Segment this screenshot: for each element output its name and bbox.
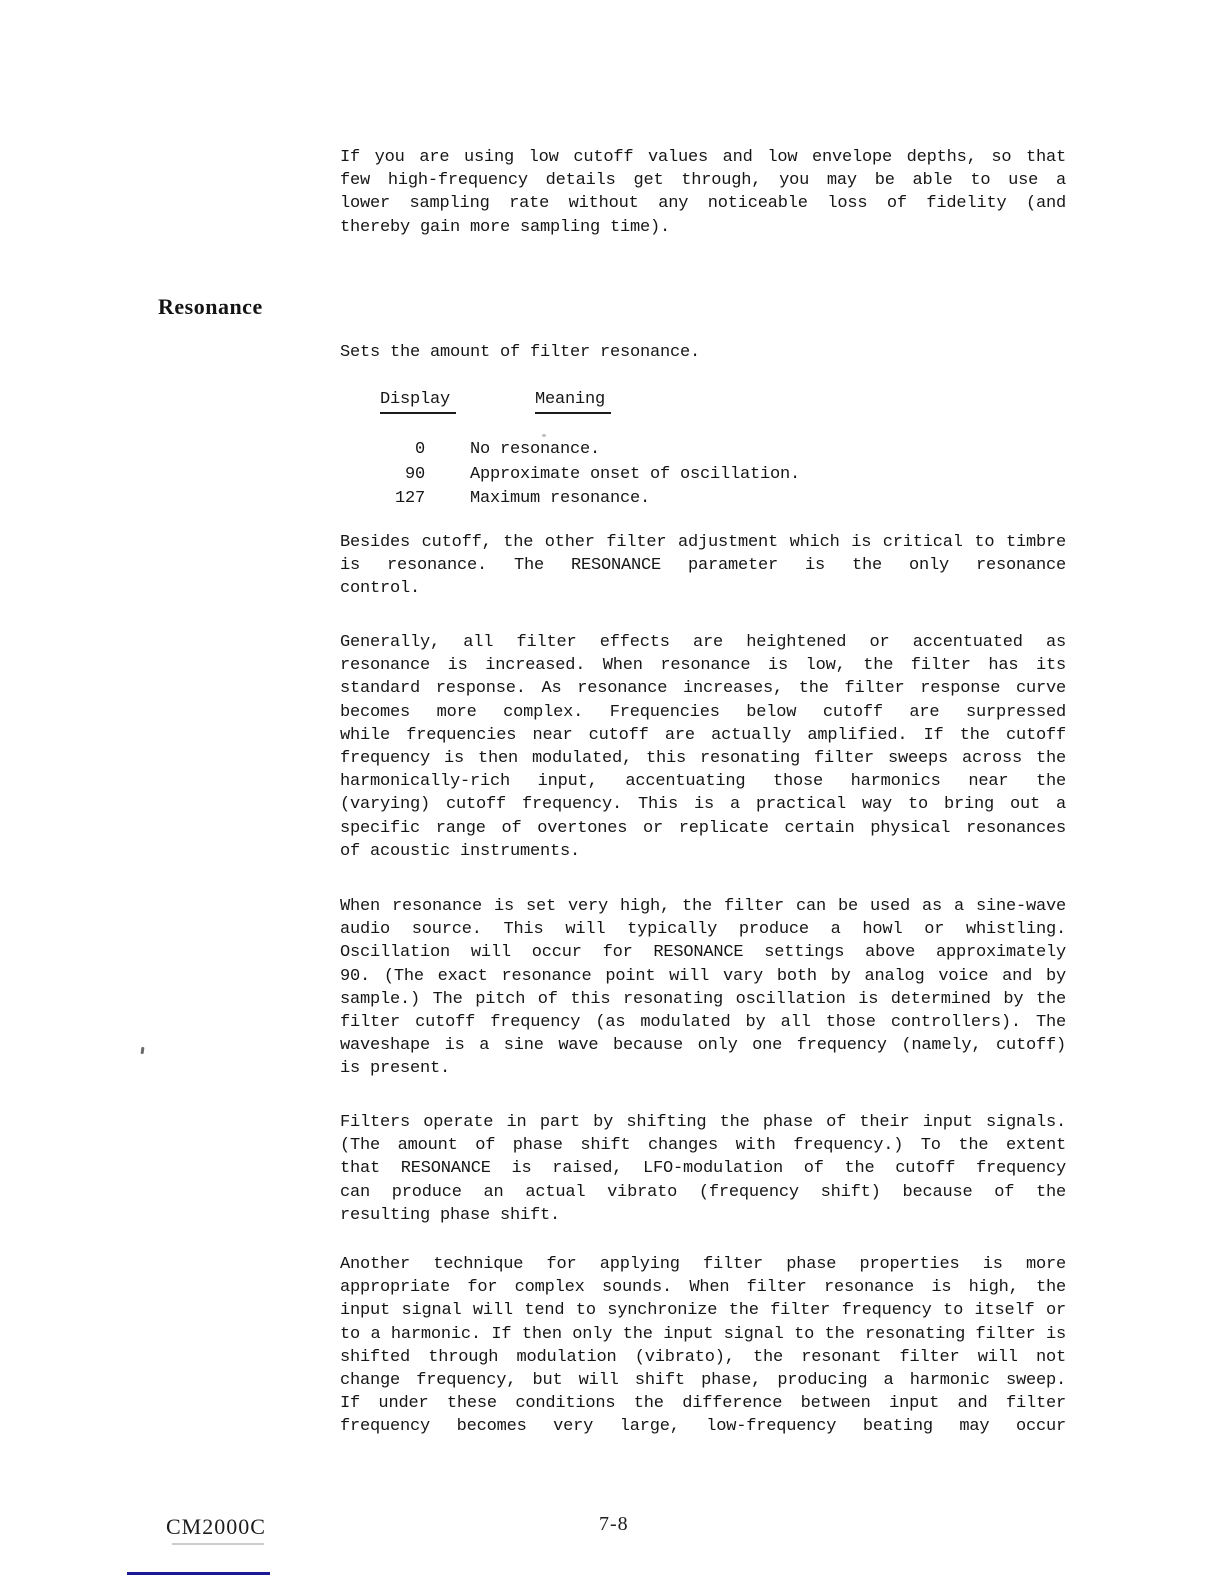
table-row [340, 463, 1066, 488]
text-line: waveshape is a sine wave because only one frequency (namely, cutoff) [340, 1036, 1066, 1056]
footer-model-number: CM2000C [166, 1514, 266, 1539]
text-line: Filters operate in part by shifting the phase of their input signals. [340, 1113, 1066, 1132]
text-line: becomes more complex. Frequencies below cutoff are surpressed [340, 702, 1066, 722]
text-line: Another technique for applying filter phase properties is more [340, 1255, 1066, 1274]
text-line: resulting phase shift. [340, 1205, 561, 1225]
text-line: that RESONANCE is raised, LFO-modulation of the cutoff frequency [340, 1159, 1066, 1179]
text-line: If you are using low cutoff values and low envelope depths, so that [340, 148, 1066, 167]
resonance-description: Sets the amount of filter resonance. [340, 343, 701, 362]
footer-page-number: 7-8 [599, 1513, 629, 1535]
table-row [340, 487, 1066, 512]
text-line: lower sampling rate without any noticeable loss of fidelity (and [340, 194, 1066, 214]
text-line: while frequencies near cutoff are actually amplified. If the cutoff [340, 725, 1066, 745]
text-line: appropriate for complex sounds. When filter resonance is high, the [340, 1278, 1066, 1298]
table-header-display [380, 390, 456, 409]
display-column-header: Display [380, 390, 456, 414]
text-line: of acoustic instruments. [340, 841, 581, 861]
text-line: filter cutoff frequency (as modulated by all those controllers). The [340, 1013, 1066, 1033]
text-line: resonance is increased. When resonance is low, the filter has its [340, 656, 1066, 676]
text-line: sample.) The pitch of this resonating oscillation is determined by the [340, 989, 1066, 1009]
text-line: (The amount of phase shift changes with frequency.) To the extent [340, 1136, 1066, 1156]
table-row [340, 438, 1066, 463]
text-line: is resonance. The RESONANCE parameter is the only resonance [340, 556, 1066, 576]
paragraph-generally [340, 631, 1066, 863]
table-header-meaning [535, 390, 611, 409]
meaning-value: Approximate onset of oscillation. [470, 464, 801, 484]
text-line: specific range of overtones or replicate certain physical resonances [340, 818, 1066, 838]
text-line: change frequency, but will shift phase, producing a harmonic sweep. [340, 1371, 1066, 1391]
text-line: shifted through modulation (vibrato), the resonant filter will not [340, 1347, 1066, 1367]
meaning-value: Maximum resonance. [470, 489, 651, 509]
meaning-column-header: Meaning [535, 390, 611, 414]
display-value: 127 [394, 489, 425, 509]
paragraph-intro-sampling [340, 146, 1066, 239]
text-line: control. [340, 579, 421, 599]
text-line: harmonically-rich input, accentuating those harmonics near the [340, 772, 1066, 792]
text-line: thereby gain more sampling time). [340, 217, 671, 237]
paragraph-when-resonance-high [340, 895, 1066, 1081]
text-line: Generally, all filter effects are heightened or accentuated as [340, 633, 1066, 652]
paragraph-filters-phase [340, 1111, 1066, 1227]
text-line: few high-frequency details get through, you may be able to use a [340, 171, 1066, 191]
display-value: 90 [404, 464, 425, 484]
text-line: frequency is then modulated, this resonating filter sweeps across the [340, 749, 1066, 769]
text-line: is present. [340, 1059, 451, 1079]
text-line: can produce an actual vibrato (frequency shift) because of the [340, 1182, 1066, 1202]
section-heading-resonance: Resonance [158, 294, 263, 319]
text-line: audio source. This will typically produce a howl or whistling. [340, 920, 1066, 940]
scan-speck [141, 1047, 145, 1054]
text-line: 90. (The exact resonance point will vary both by analog voice and by [340, 966, 1066, 986]
text-line: input signal will tend to synchronize the filter frequency to itself or [340, 1301, 1066, 1321]
text-line: Oscillation will occur for RESONANCE settings above approximately [340, 943, 1066, 963]
meaning-value: No resonance. [470, 440, 601, 459]
paragraph-another-technique [340, 1253, 1066, 1439]
text-line: When resonance is set very high, the filter can be used as a sine-wave [340, 897, 1066, 916]
text-line: If under these conditions the difference between input and filter [340, 1394, 1066, 1414]
display-meaning-table [340, 438, 1066, 512]
footer-faint-rule [172, 1543, 264, 1545]
scan-dot [542, 434, 546, 437]
paragraph-besides-cutoff [340, 531, 1066, 601]
text-line: frequency becomes very large, low-frequency beating may occur [340, 1417, 1066, 1437]
text-line: to a harmonic. If then only the input signal to the resonating filter is [340, 1324, 1066, 1344]
text-line: Besides cutoff, the other filter adjustment which is critical to timbre [340, 533, 1066, 552]
display-value: 0 [414, 440, 425, 459]
text-line: (varying) cutoff frequency. This is a practical way to bring out a [340, 795, 1066, 815]
text-line: standard response. As resonance increases, the filter response curve [340, 679, 1066, 699]
footer-blue-rule [127, 1572, 270, 1575]
